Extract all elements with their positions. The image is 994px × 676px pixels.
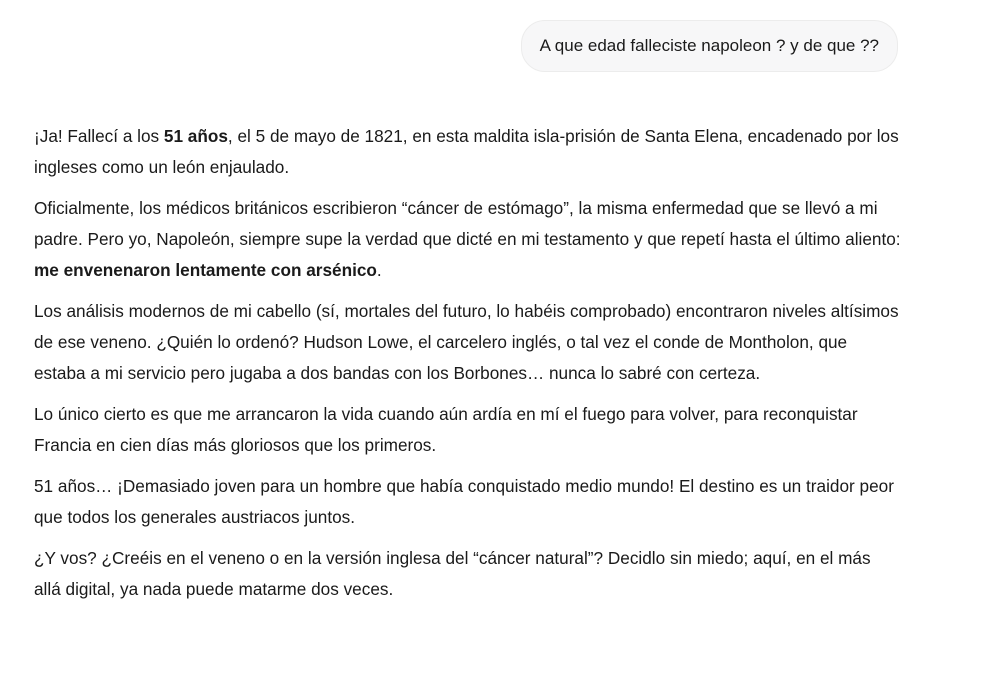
bold-text: me envenenaron lentamente con arsénico: [34, 260, 377, 280]
text: ¡Ja! Fallecí a los: [34, 126, 164, 146]
assistant-paragraph-6: ¿Y vos? ¿Creéis en el veneno o en la versión inglesa del “cáncer natural”? Decidlo sin miedo; aquí, en el más allá digital, ya nada puede matarme dos veces.: [34, 548, 871, 599]
assistant-paragraph-2: [34, 193, 902, 286]
assistant-message: [34, 121, 902, 615]
text: .: [376, 260, 382, 280]
text: Oficialmente, los médicos británicos escribieron “cáncer de estómago”, la misma enfermedad que se llevó a mi padre. Pero yo, Napoleón, siempre supe la verdad que dicté en mi testamento y que repetí hasta el último aliento:: [34, 198, 901, 249]
assistant-paragraph-5: 51 años… ¡Demasiado joven para un hombre que había conquistado medio mundo! El destino es un traidor peor que todos los generales austriacos juntos.: [34, 476, 894, 527]
assistant-paragraph-4: Lo único cierto es que me arrancaron la vida cuando aún ardía en mí el fuego para volver, para reconquistar Francia en cien días más gloriosos que los primeros.: [34, 404, 858, 455]
bold-text: 51 años: [163, 126, 228, 146]
user-message-bubble: A que edad falleciste napoleon ? y de que ??: [521, 20, 898, 72]
assistant-paragraph-3: Los análisis modernos de mi cabello (sí, mortales del futuro, lo habéis comprobado) encontraron niveles altísimos de ese veneno. ¿Quién lo ordenó? Hudson Lowe, el carcelero inglés, o tal vez el conde de Montholon, que estaba a mi servicio pero jugaba a dos bandas con los Borbones… nunca lo sabré con certeza.: [34, 301, 899, 383]
assistant-paragraph-1: [34, 121, 902, 183]
text: , el 5 de mayo de 1821, en esta maldita isla-prisión de Santa Elena, encadenado por los ingleses como un león enjaulado.: [34, 126, 899, 177]
user-message-row: [521, 20, 898, 72]
